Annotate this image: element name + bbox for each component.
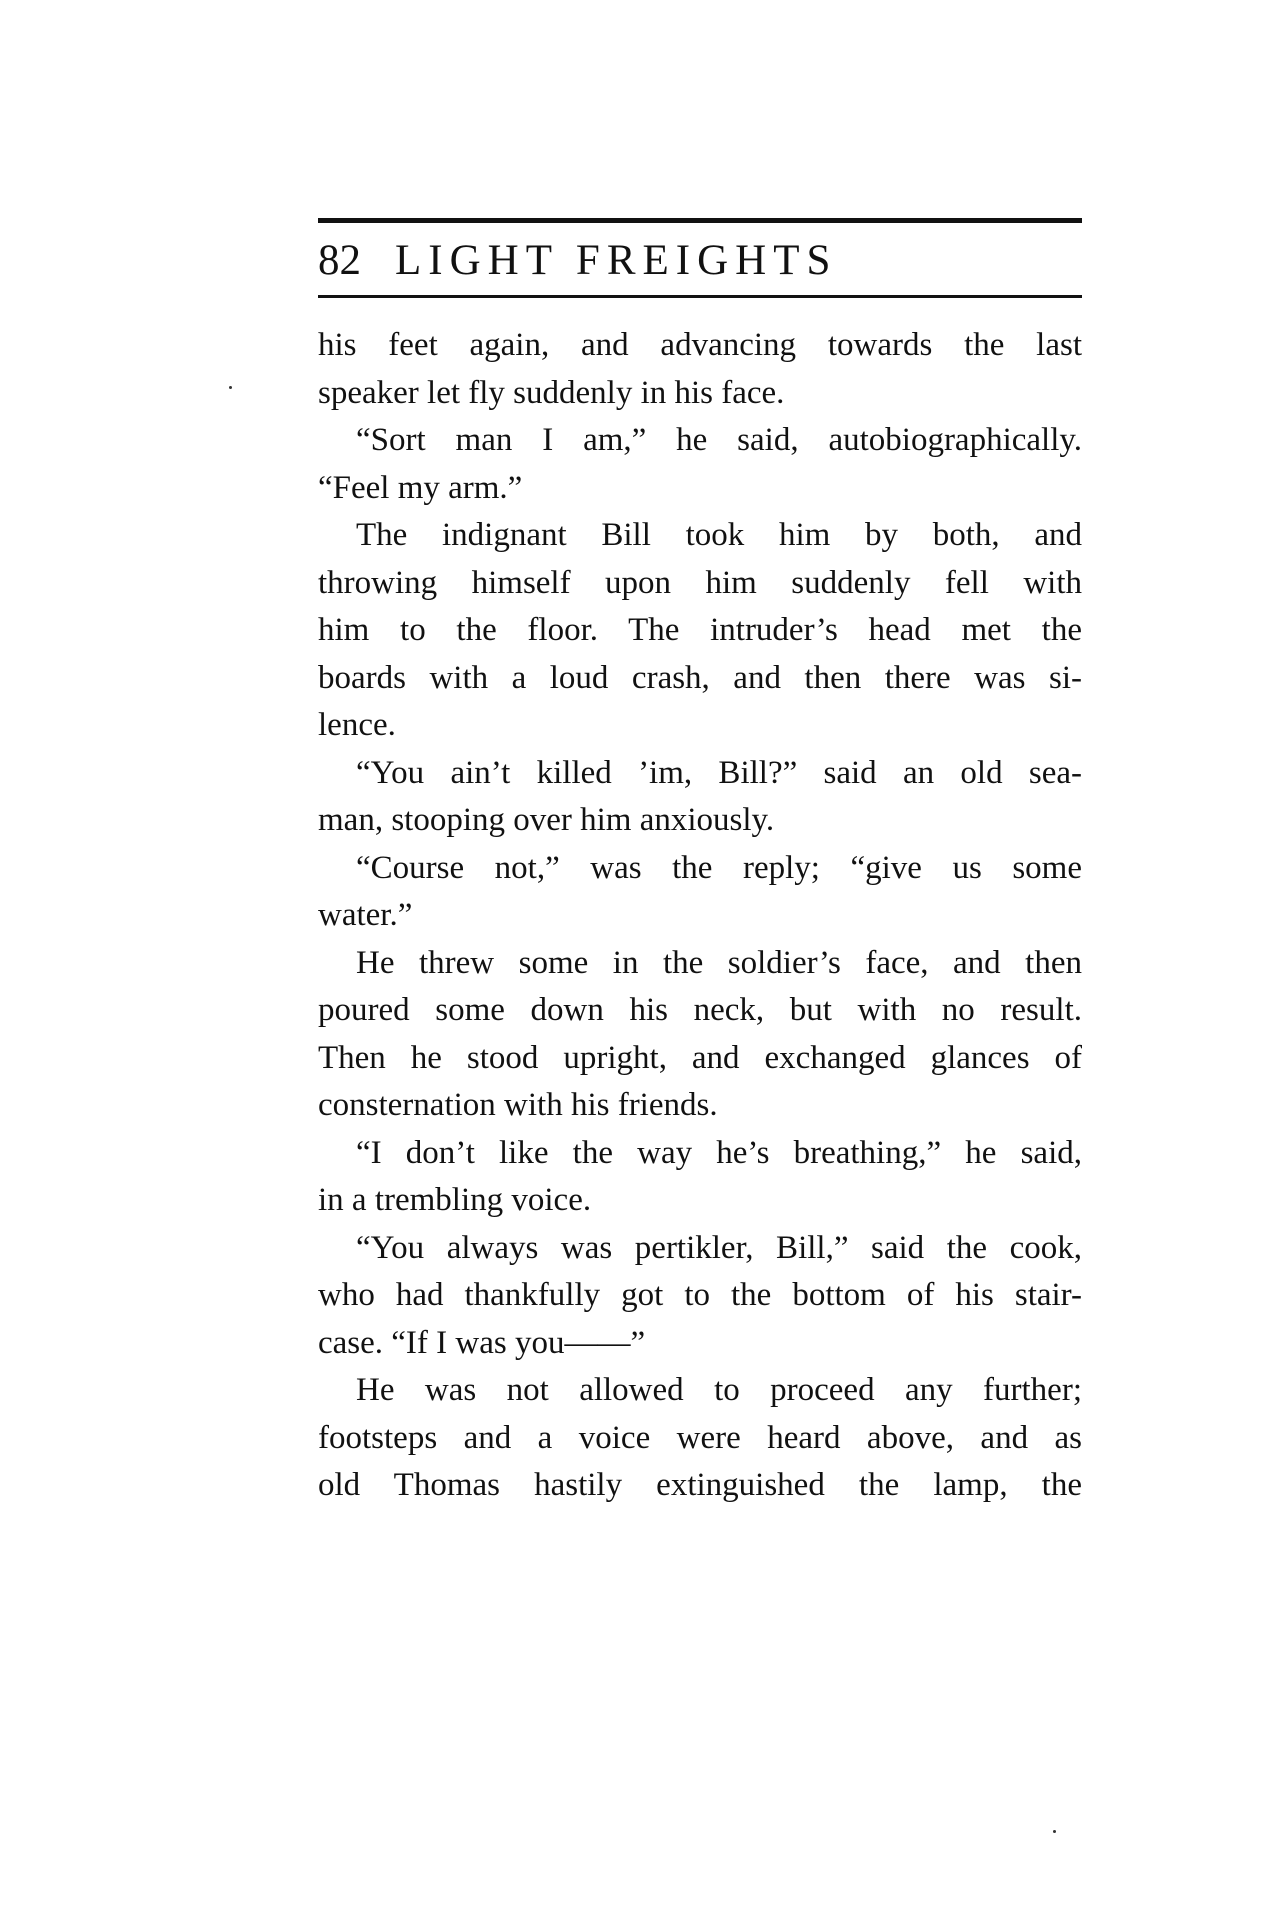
scan-speck: [229, 386, 232, 389]
text-line: footsteps and a voice were heard above, and as: [318, 1419, 1082, 1456]
text-line: boards with a loud crash, and then there was si-: [318, 659, 1082, 696]
text-line: lence.: [318, 707, 396, 743]
text-line: speaker let fly suddenly in his face.: [318, 374, 785, 411]
text-line: He threw some in the soldier’s face, and then: [356, 944, 1082, 981]
text-line: who had thankfully got to the bottom of his stair-: [318, 1277, 1082, 1313]
body-text: [318, 322, 1082, 1510]
text-line: him to the floor. The intruder’s head met the: [318, 612, 1082, 648]
text-line: “Feel my arm.”: [318, 469, 523, 506]
text-line: “I don’t like the way he’s breathing,” he said,: [356, 1134, 1082, 1171]
text-line: man, stooping over him anxiously.: [318, 802, 775, 838]
text-line: He was not allowed to proceed any further;: [356, 1372, 1082, 1408]
text-line: case. “If I was you——”: [318, 1324, 646, 1361]
text-line: “You always was pertikler, Bill,” said the cook,: [356, 1229, 1082, 1266]
text-line: throwing himself upon him suddenly fell with: [318, 564, 1082, 601]
running-title: LIGHT FREIGHTS: [395, 237, 838, 284]
header-rule-top: [318, 218, 1082, 223]
text-line: poured some down his neck, but with no result.: [318, 992, 1082, 1028]
text-line: water.”: [318, 897, 413, 933]
text-line: in a trembling voice.: [318, 1182, 592, 1218]
header-rule-bottom: [318, 295, 1082, 298]
text-line: “Course not,” was the reply; “give us some: [356, 849, 1082, 886]
text-line: “Sort man I am,” he said, autobiographically.: [356, 422, 1082, 458]
text-line: “You ain’t killed ’im, Bill?” said an old sea-: [356, 754, 1082, 791]
page-number: 82: [318, 237, 361, 284]
text-line: Then he stood upright, and exchanged glances of: [318, 1039, 1082, 1076]
scan-speck: [1053, 1830, 1056, 1833]
running-head: [318, 236, 1082, 292]
text-line: his feet again, and advancing towards the last: [318, 327, 1082, 363]
text-line: The indignant Bill took him by both, and: [356, 517, 1082, 553]
text-line: consternation with his friends.: [318, 1087, 718, 1123]
text-line: old Thomas hastily extinguished the lamp, the: [318, 1467, 1082, 1503]
